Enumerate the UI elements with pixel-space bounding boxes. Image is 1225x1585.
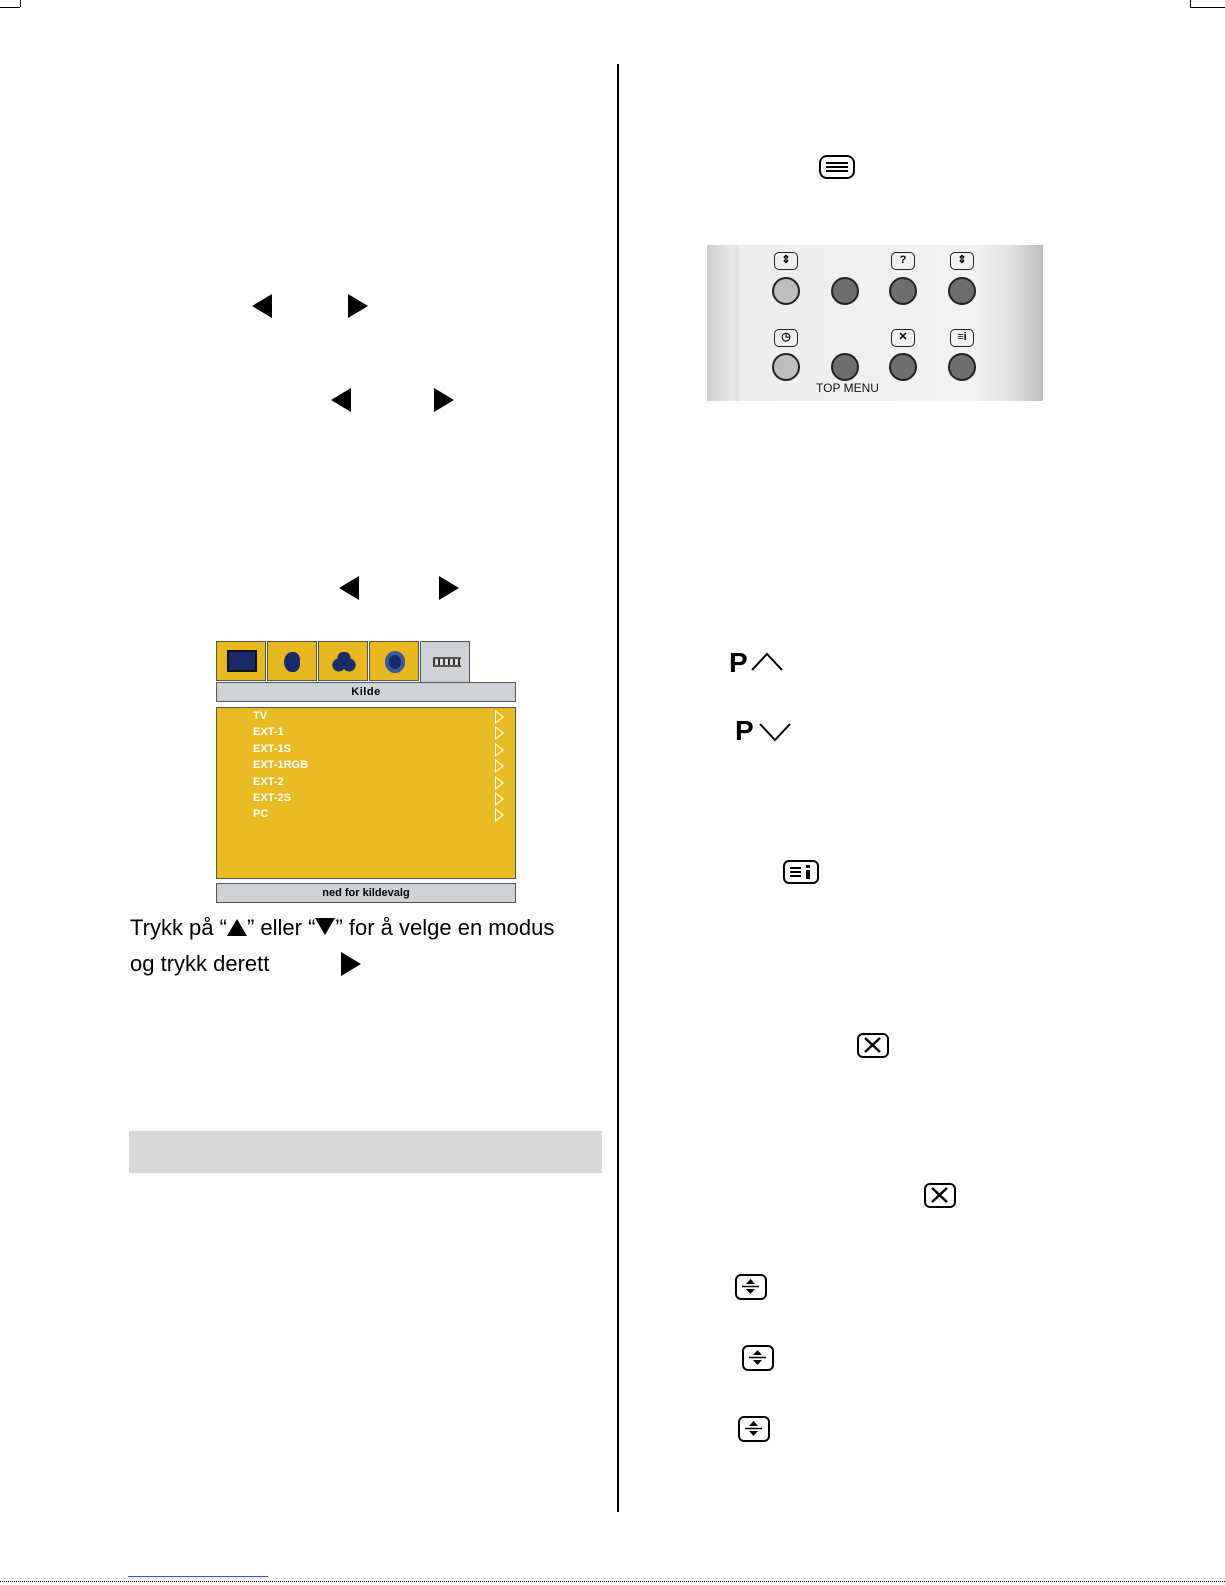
crop-mark bbox=[20, 0, 21, 7]
stop-button[interactable] bbox=[889, 353, 917, 381]
help-icon: ? bbox=[891, 252, 915, 270]
menu-item-tv[interactable]: TV bbox=[253, 710, 268, 722]
instruction-line-1 bbox=[130, 915, 554, 941]
menu-item-ext2[interactable]: EXT-2 bbox=[253, 776, 284, 788]
p-down-label: P bbox=[735, 715, 754, 746]
chevron-right-icon bbox=[495, 808, 504, 822]
info-icon bbox=[783, 860, 819, 884]
top-menu-label: TOP MENU bbox=[816, 381, 879, 395]
cancel-icon bbox=[857, 1033, 889, 1058]
left-arrow-icon bbox=[339, 576, 359, 600]
rewind-button[interactable] bbox=[831, 277, 859, 305]
info-icon: ≡i bbox=[950, 329, 974, 347]
tab-sound[interactable] bbox=[267, 641, 317, 681]
instruction-text: Trykk på “ bbox=[130, 915, 227, 940]
menu-item-pc[interactable]: PC bbox=[253, 808, 269, 820]
fast-forward-button[interactable] bbox=[948, 277, 976, 305]
record-button[interactable] bbox=[831, 353, 859, 381]
p-up-label: P bbox=[729, 647, 748, 678]
right-arrow-icon bbox=[439, 576, 459, 600]
expand-icon bbox=[738, 1416, 770, 1442]
menu-item-ext1s[interactable]: EXT-1S bbox=[253, 743, 291, 755]
channel-up-button[interactable] bbox=[772, 277, 800, 305]
menu-tabs bbox=[216, 641, 516, 683]
install-icon bbox=[385, 651, 405, 673]
left-arrow-icon bbox=[252, 294, 272, 318]
down-arrow-icon bbox=[315, 918, 335, 935]
left-arrow-icon bbox=[331, 388, 351, 412]
cancel-icon bbox=[924, 1183, 956, 1208]
chevron-right-icon bbox=[495, 759, 504, 773]
play-button[interactable] bbox=[889, 277, 917, 305]
speaker-icon bbox=[284, 652, 300, 672]
up-arrow-icon bbox=[227, 919, 247, 936]
features-icon bbox=[331, 652, 357, 672]
chevron-right-icon bbox=[495, 726, 504, 740]
menu-title: Kilde bbox=[216, 682, 516, 702]
expand-icon bbox=[742, 1345, 774, 1371]
channel-down-button[interactable] bbox=[772, 353, 800, 381]
menu-item-ext1[interactable]: EXT-1 bbox=[253, 726, 284, 738]
instruction-text: ” eller “ bbox=[246, 915, 316, 940]
source-menu bbox=[216, 641, 516, 901]
menu-item-ext2s[interactable]: EXT-2S bbox=[253, 792, 291, 804]
chevron-right-icon bbox=[495, 710, 504, 724]
expand-icon: ⇕ bbox=[774, 252, 798, 270]
tab-source[interactable] bbox=[420, 641, 470, 683]
connector-icon bbox=[433, 657, 461, 667]
instruction-text: ” for å velge en modus bbox=[335, 915, 555, 940]
right-arrow-icon bbox=[348, 294, 368, 318]
right-arrow-icon bbox=[434, 388, 454, 412]
footer-underline bbox=[128, 1576, 268, 1577]
menu-list bbox=[216, 707, 516, 879]
chevron-right-icon bbox=[495, 743, 504, 757]
tab-install[interactable] bbox=[369, 641, 419, 681]
chevron-down-icon bbox=[758, 720, 792, 742]
tab-features[interactable] bbox=[318, 641, 368, 681]
chevron-right-icon bbox=[495, 792, 504, 806]
section-header-bar bbox=[129, 1131, 602, 1173]
crop-mark bbox=[1190, 7, 1225, 8]
cancel-icon: ✕ bbox=[891, 329, 915, 347]
pause-button[interactable] bbox=[948, 353, 976, 381]
menu-footer: ned for kildevalg bbox=[216, 883, 516, 903]
screen-icon bbox=[227, 650, 257, 672]
column-divider bbox=[617, 64, 619, 1512]
expand-icon bbox=[735, 1274, 767, 1300]
menu-item-ext1rgb[interactable]: EXT-1RGB bbox=[253, 759, 309, 771]
remote-control-panel bbox=[707, 245, 1043, 401]
teletext-icon bbox=[819, 155, 855, 179]
right-arrow-icon bbox=[341, 952, 361, 976]
expand-icon: ⇕ bbox=[950, 252, 974, 270]
instruction-line-2: og trykk derett bbox=[130, 951, 270, 976]
tab-picture[interactable] bbox=[216, 641, 266, 681]
crop-mark bbox=[1190, 0, 1191, 7]
crop-mark bbox=[0, 7, 20, 8]
footer-dotted-line bbox=[0, 1581, 1225, 1582]
chevron-right-icon bbox=[495, 776, 504, 790]
clock-icon: ◷ bbox=[774, 329, 798, 347]
chevron-up-icon bbox=[750, 650, 784, 672]
